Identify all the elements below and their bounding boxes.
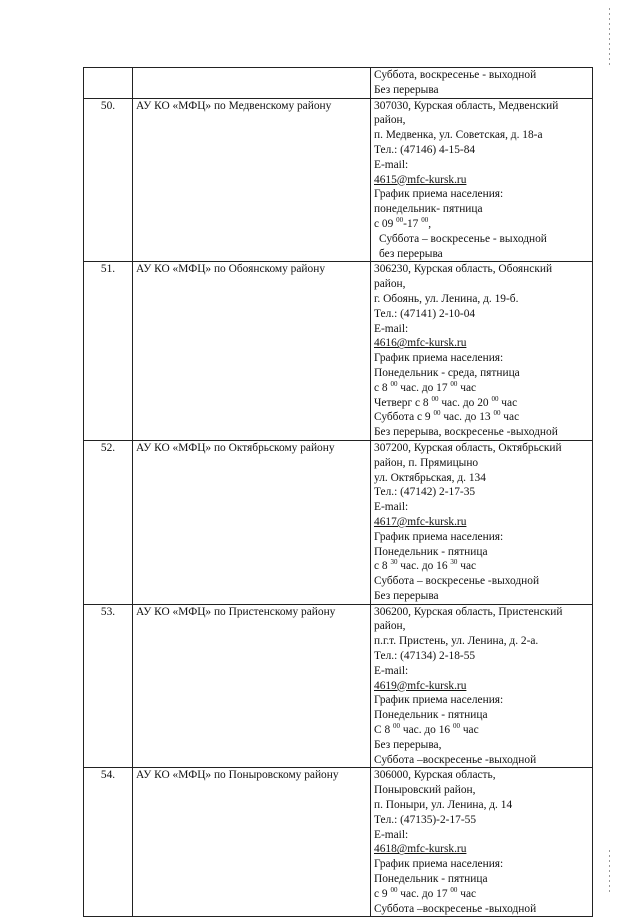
table-row [84,604,593,768]
schedule-days: Понедельник - пятница [374,873,488,886]
continuation-line: Без перерыва [374,83,439,96]
address-line: п. Медвенка, ул. Советская, д. 18-а [374,129,543,142]
hours-mid: час. до 13 [440,411,494,424]
schedule-note: Без перерыва, воскресенье -выходной [374,426,558,439]
phone-line: Тел.: (47146) 4-15-84 [374,143,476,156]
email-link[interactable]: 4616@mfc-kursk.ru [374,337,467,350]
page-edge-mark-bottom [609,850,610,895]
address-line: 306200, Курская область, Пристенский [374,605,563,618]
email-label: E-mail: [374,828,409,841]
phone-line: Тел.: (47141) 2-10-04 [374,307,476,320]
hours-sup1: 00 [390,885,398,894]
hours-post: час [457,560,477,573]
email-label: E-mail: [374,322,409,335]
table-row [84,768,593,917]
schedule-note: Без перерыва, [374,738,442,751]
email-label: E-mail: [374,158,409,171]
email-line [374,158,589,188]
hours-pre: Суббота с 9 [374,411,434,424]
schedule-hours [374,887,589,902]
schedule-hours [374,381,589,396]
continuation-name-cell [133,68,371,99]
office-name: АУ КО «МФЦ» по Поныровскому району [133,768,371,917]
hours-pre: с 8 [374,381,391,394]
table-row [84,440,593,604]
address-line: район, [374,114,406,127]
continuation-line: Суббота, воскресенье - выходной [374,69,537,81]
schedule-hours [374,723,589,738]
email-link[interactable]: 4619@mfc-kursk.ru [374,679,467,692]
office-name: АУ КО «МФЦ» по Медвенскому району [133,98,371,262]
table-row [84,262,593,441]
address-line: район, п. Прямицыно [374,456,479,469]
hours-mid: час. до 20 [438,396,492,409]
hours-post: час [500,411,520,424]
address-line: ул. Октябрьская, д. 134 [374,471,486,484]
address-line: г. Обоянь, ул. Ленина, д. 19-б. [374,292,519,305]
office-name: АУ КО «МФЦ» по Пристенскому району [133,604,371,768]
office-contact-info [371,98,593,262]
address-line: район, [374,278,406,291]
row-number: 54. [84,768,133,917]
row-number: 52. [84,440,133,604]
table-row [84,98,593,262]
hours-sup2: 30 [450,558,458,567]
schedule-days: Понедельник - пятница [374,545,488,558]
continuation-num-cell [84,68,133,99]
hours-sup1: 00 [396,215,404,224]
email-line [374,828,589,858]
office-contact-info [371,604,593,768]
phone-line: Тел.: (47142) 2-17-35 [374,486,476,499]
schedule-title: График приема населения: [374,530,504,543]
email-line [374,664,589,694]
row-number: 53. [84,604,133,768]
hours-post: , [428,217,432,230]
address-line: район, [374,620,406,633]
schedule-hours [374,410,589,425]
email-line [374,322,589,352]
schedule-title: График приема населения: [374,694,504,707]
email-label: E-mail: [374,501,409,514]
office-contact-info [371,262,593,441]
continuation-row [84,68,593,99]
schedule-hours [374,217,589,232]
address-line: 307200, Курская область, Октябрьский [374,441,562,454]
continuation-info-cell [371,68,593,99]
schedule-note: Суббота – воскресенье - выходной [379,232,547,245]
hours-post: час [457,887,477,900]
office-contact-info [371,768,593,917]
address-line: п.г.т. Пристень, ул. Ленина, д. 2-а. [374,635,539,648]
page-edge-mark-top [609,8,610,68]
hours-mid: час. до 16 [397,560,451,573]
email-line [374,500,589,530]
schedule-note: Без перерыва [374,589,439,602]
schedule-note: Суббота – воскресенье -выходной [374,575,540,588]
address-line: п. Поныри, ул. Ленина, д. 14 [374,799,513,812]
hours-sup2: 00 [421,215,429,224]
schedule-note: без перерыва [379,247,443,260]
hours-sup2: 00 [450,379,458,388]
schedule-days: Понедельник - пятница [374,709,488,722]
hours-sup1: 00 [393,722,400,731]
email-link[interactable]: 4615@mfc-kursk.ru [374,173,467,186]
schedule-title: График приема населения: [374,188,504,201]
schedule-days: понедельник- пятница [374,203,483,216]
phone-line: Тел.: (47134) 2-18-55 [374,650,476,663]
hours-sup1: 30 [390,558,398,567]
schedule-days: Понедельник - среда, пятница [374,366,520,379]
row-number: 51. [84,262,133,441]
email-label: E-mail: [374,664,409,677]
hours-pre: с 9 [374,887,391,900]
address-line: 306000, Курская область, [374,769,496,782]
office-contact-info [371,440,593,604]
email-link[interactable]: 4618@mfc-kursk.ru [374,843,467,856]
hours-mid: час. до 17 [397,381,451,394]
schedule-title: График приема населения: [374,352,504,365]
hours-mid: час. до 16 [400,724,453,737]
hours-sup1: 00 [433,409,441,418]
address-line: 307030, Курская область, Медвенский [374,99,559,112]
hours-sup2: 00 [452,722,460,731]
hours-pre: Четверг с 8 [374,396,432,409]
schedule-title: График приема населения: [374,858,504,871]
office-name: АУ КО «МФЦ» по Обоянскому району [133,262,371,441]
office-name: АУ КО «МФЦ» по Октябрьскому району [133,440,371,604]
hours-post: час [498,396,518,409]
hours-post: час [457,381,477,394]
hours-pre: с 09 [374,217,397,230]
schedule-note: Суббота –воскресенье -выходной [374,753,537,766]
hours-mid: -17 [403,217,422,230]
address-line: 306230, Курская область, Обоянский [374,263,553,276]
schedule-hours [374,559,589,574]
mfc-offices-table [83,67,593,917]
schedule-note: Суббота –воскресенье -выходной [374,902,537,915]
row-number: 50. [84,98,133,262]
hours-post: час [459,724,479,737]
hours-pre: С 8 [374,724,393,737]
hours-sup2: 00 [491,394,499,403]
hours-sup2: 00 [450,885,458,894]
hours-mid: час. до 17 [397,887,451,900]
email-link[interactable]: 4617@mfc-kursk.ru [374,515,467,528]
hours-sup2: 00 [493,409,501,418]
hours-sup1: 00 [390,379,398,388]
address-line: Поныровский район, [374,784,476,797]
schedule-hours [374,396,589,411]
hours-sup1: 00 [431,394,439,403]
phone-line: Тел.: (47135)-2-17-55 [374,813,477,826]
hours-pre: с 8 [374,560,391,573]
